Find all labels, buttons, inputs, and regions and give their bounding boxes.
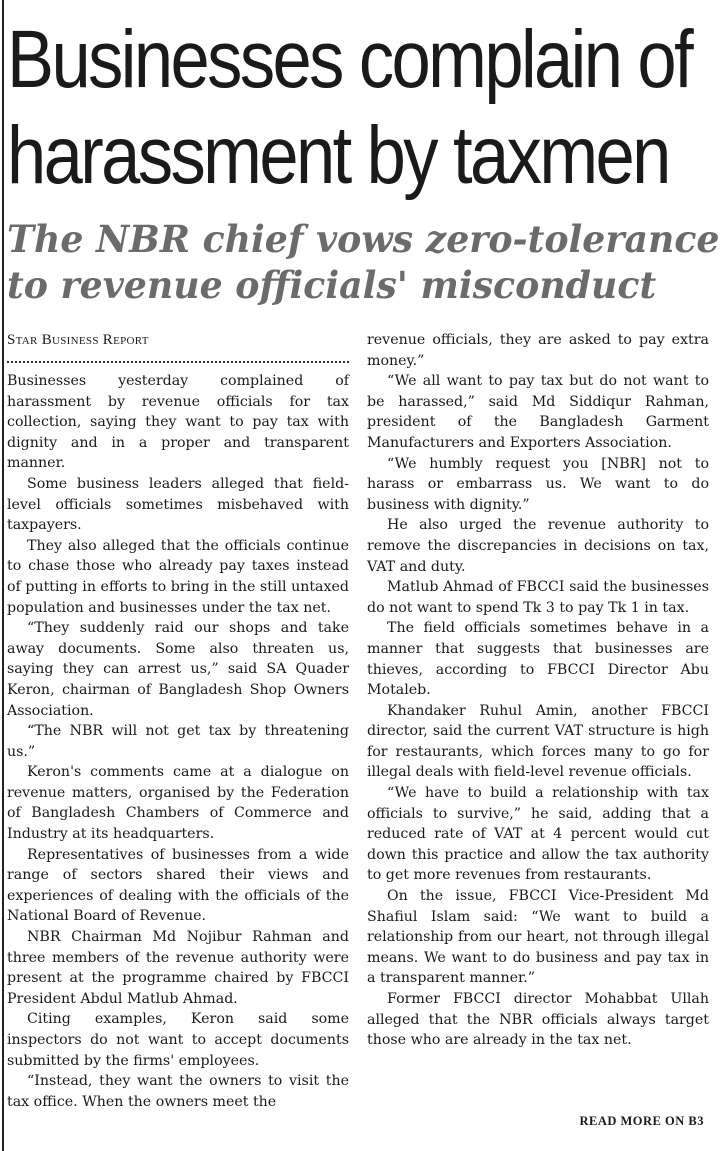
paragraph: Khandaker Ruhul Amin, another FBCCI director, said the current VAT structure is high for restaurants, which forces many to go for illegal deals with field-level revenue officials. [367, 702, 709, 781]
newspaper-clipping [2, 0, 720, 1151]
paragraph: “They suddenly raid our shops and take away documents. Some also threaten us, saying they can arrest us,” said SA Quader Keron, chairman of Bangladesh Shop Owners Association. [7, 620, 349, 719]
paragraph: Businesses yesterday complained of harassment by revenue officials for tax collection, saying they want to pay tax with dignity and in a proper and transparent manner. [7, 373, 349, 472]
paragraph: The field officials sometimes behave in a manner that suggests that businesses are thieves, according to FBCCI Director Abu Motaleb. [367, 620, 709, 699]
headline-line-2: harassment by taxmen [7, 110, 669, 201]
paragraph: “The NBR will not get tax by threatening us.” [7, 723, 349, 760]
subheadline [7, 216, 720, 308]
paragraph: “We all want to pay tax but do not want to be harassed,” said Md Siddiqur Rahman, president of the Bangladesh Garment Manufacturers and Exporters Association. [367, 373, 709, 451]
headline-line-1: Businesses complain of [7, 14, 692, 105]
paragraph: Representatives of businesses from a wide range of sectors shared their views and experiences of dealing with the officials of the National Board of Revenue. [7, 846, 349, 925]
paragraph: Citing examples, Keron said some inspectors do not want to accept documents submitted by the firms' employees. [7, 1011, 349, 1069]
byline: Star Business Report [7, 332, 149, 348]
paragraph: Matlub Ahmad of FBCCI said the businesses do not want to spend Tk 3 to pay Tk 1 in tax. [367, 579, 709, 616]
paragraph: Former FBCCI director Mohabbat Ullah alleged that the NBR officials always target those who are already in the tax net. [367, 991, 709, 1049]
paragraph: “We have to build a relationship with tax officials to survive,” he said, adding that a reduced rate of VAT at 4 percent would cut down this practice and allow the tax authority to get more revenues from restaurants. [367, 785, 709, 884]
paragraph: They also alleged that the officials continue to chase those who already pay taxes instead of putting in efforts to bring in the still untaxed population and businesses under the tax net. [7, 537, 349, 616]
paragraph: “Instead, they want the owners to visit the tax office. When the owners meet the [7, 1073, 349, 1110]
subheadline-line-1: The NBR chief vows zero-tolerance [7, 217, 720, 261]
read-more-link[interactable]: READ MORE ON B3 [579, 1114, 704, 1128]
paragraph: “We humbly request you [NBR] not to harass or embarrass us. We want to do business with dignity.” [367, 455, 709, 513]
dotted-divider [7, 355, 349, 363]
article-column-left [7, 330, 349, 1112]
paragraph: Some business leaders alleged that field-level officials sometimes misbehaved with taxpayers. [7, 475, 349, 534]
paragraph: On the issue, FBCCI Vice-President Md Shafiul Islam said: “We want to build a relationship from our heart, not through illegal means. We want to do business and pay tax in a transparent manner.” [367, 888, 709, 987]
article-column-right [367, 330, 709, 1051]
paragraph: NBR Chairman Md Nojibur Rahman and three members of the revenue authority were present at the programme chaired by FBCCI President Abdul Matlub Ahmad. [7, 929, 349, 1007]
subheadline-line-2: to revenue officials' misconduct [7, 263, 657, 307]
paragraph: He also urged the revenue authority to remove the discrepancies in decisions on tax, VAT and duty. [367, 517, 709, 575]
headline [7, 12, 692, 204]
paragraph: revenue officials, they are asked to pay extra money.” [367, 332, 709, 369]
paragraph: Keron's comments came at a dialogue on revenue matters, organised by the Federation of Bangladesh Chambers of Commerce and Industry at its headquarters. [7, 764, 349, 843]
